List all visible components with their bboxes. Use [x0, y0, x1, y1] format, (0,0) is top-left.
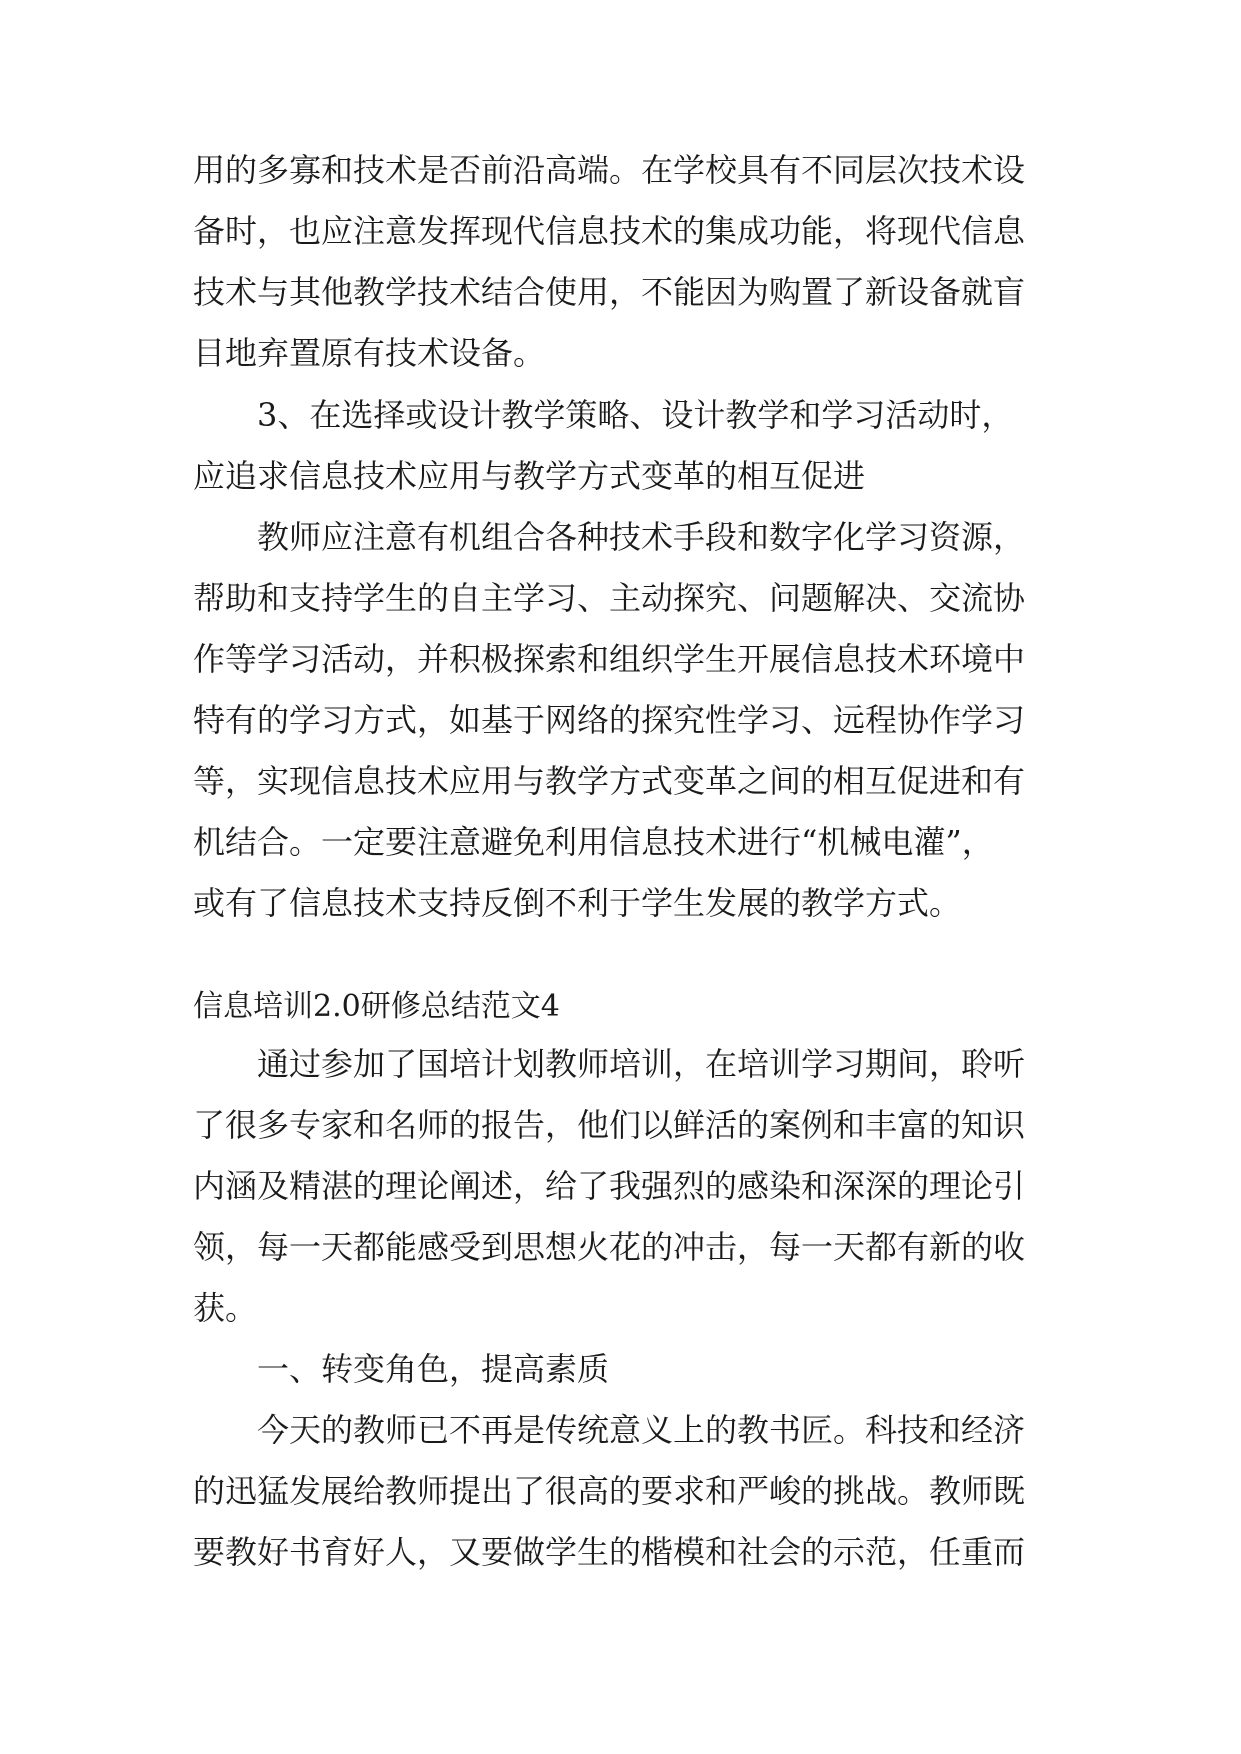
text-line: 帮助和支持学生的自主学习、主动探究、问题解决、交流协	[193, 579, 1026, 617]
paragraph-first-line: 教师应注意有机组合各种技术手段和数字化学习资源，	[257, 518, 1026, 556]
section-heading-continued: 应追求信息技术应用与教学方式变革的相互促进	[193, 457, 866, 495]
text-line: 机结合。一定要注意避免利用信息技术进行“机械电灌”，	[193, 823, 994, 861]
text-line: 作等学习活动，并积极探索和组织学生开展信息技术环境中	[193, 640, 1026, 678]
document-title: 信息培训2.0研修总结范文4	[193, 989, 560, 1024]
text-line: 或有了信息技术支持反倒不利于学生发展的教学方式。	[193, 884, 962, 922]
paragraph-first-line: 通过参加了国培计划教师培训，在培训学习期间，聆听	[257, 1045, 1026, 1083]
text-line: 获。	[193, 1289, 258, 1327]
text-line: 备时，也应注意发挥现代信息技术的集成功能，将现代信息	[193, 212, 1026, 250]
section-heading: 一、转变角色，提高素质	[257, 1350, 610, 1388]
text-line: 领，每一天都能感受到思想火花的冲击，每一天都有新的收	[193, 1228, 1026, 1266]
text-line: 的迅猛发展给教师提出了很高的要求和严峻的挑战。教师既	[193, 1472, 1026, 1510]
text-line: 要教好书育好人，又要做学生的楷模和社会的示范，任重而	[193, 1533, 1026, 1571]
paragraph-first-line: 今天的教师已不再是传统意义上的教书匠。科技和经济	[257, 1411, 1026, 1449]
text-line: 内涵及精湛的理论阐述，给了我强烈的感染和深深的理论引	[193, 1167, 1026, 1205]
text-line: 目地弃置原有技术设备。	[193, 334, 546, 372]
text-line: 等，实现信息技术应用与教学方式变革之间的相互促进和有	[193, 762, 1026, 800]
text-line: 特有的学习方式，如基于网络的探究性学习、远程协作学习	[193, 701, 1026, 739]
text-line: 了很多专家和名师的报告，他们以鲜活的案例和丰富的知识	[193, 1106, 1026, 1144]
section-heading: 3、在选择或设计教学策略、设计教学和学习活动时，	[257, 396, 1014, 434]
text-line: 用的多寡和技术是否前沿高端。在学校具有不同层次技术设	[193, 151, 1026, 189]
text-line: 技术与其他教学技术结合使用，不能因为购置了新设备就盲	[193, 273, 1026, 311]
